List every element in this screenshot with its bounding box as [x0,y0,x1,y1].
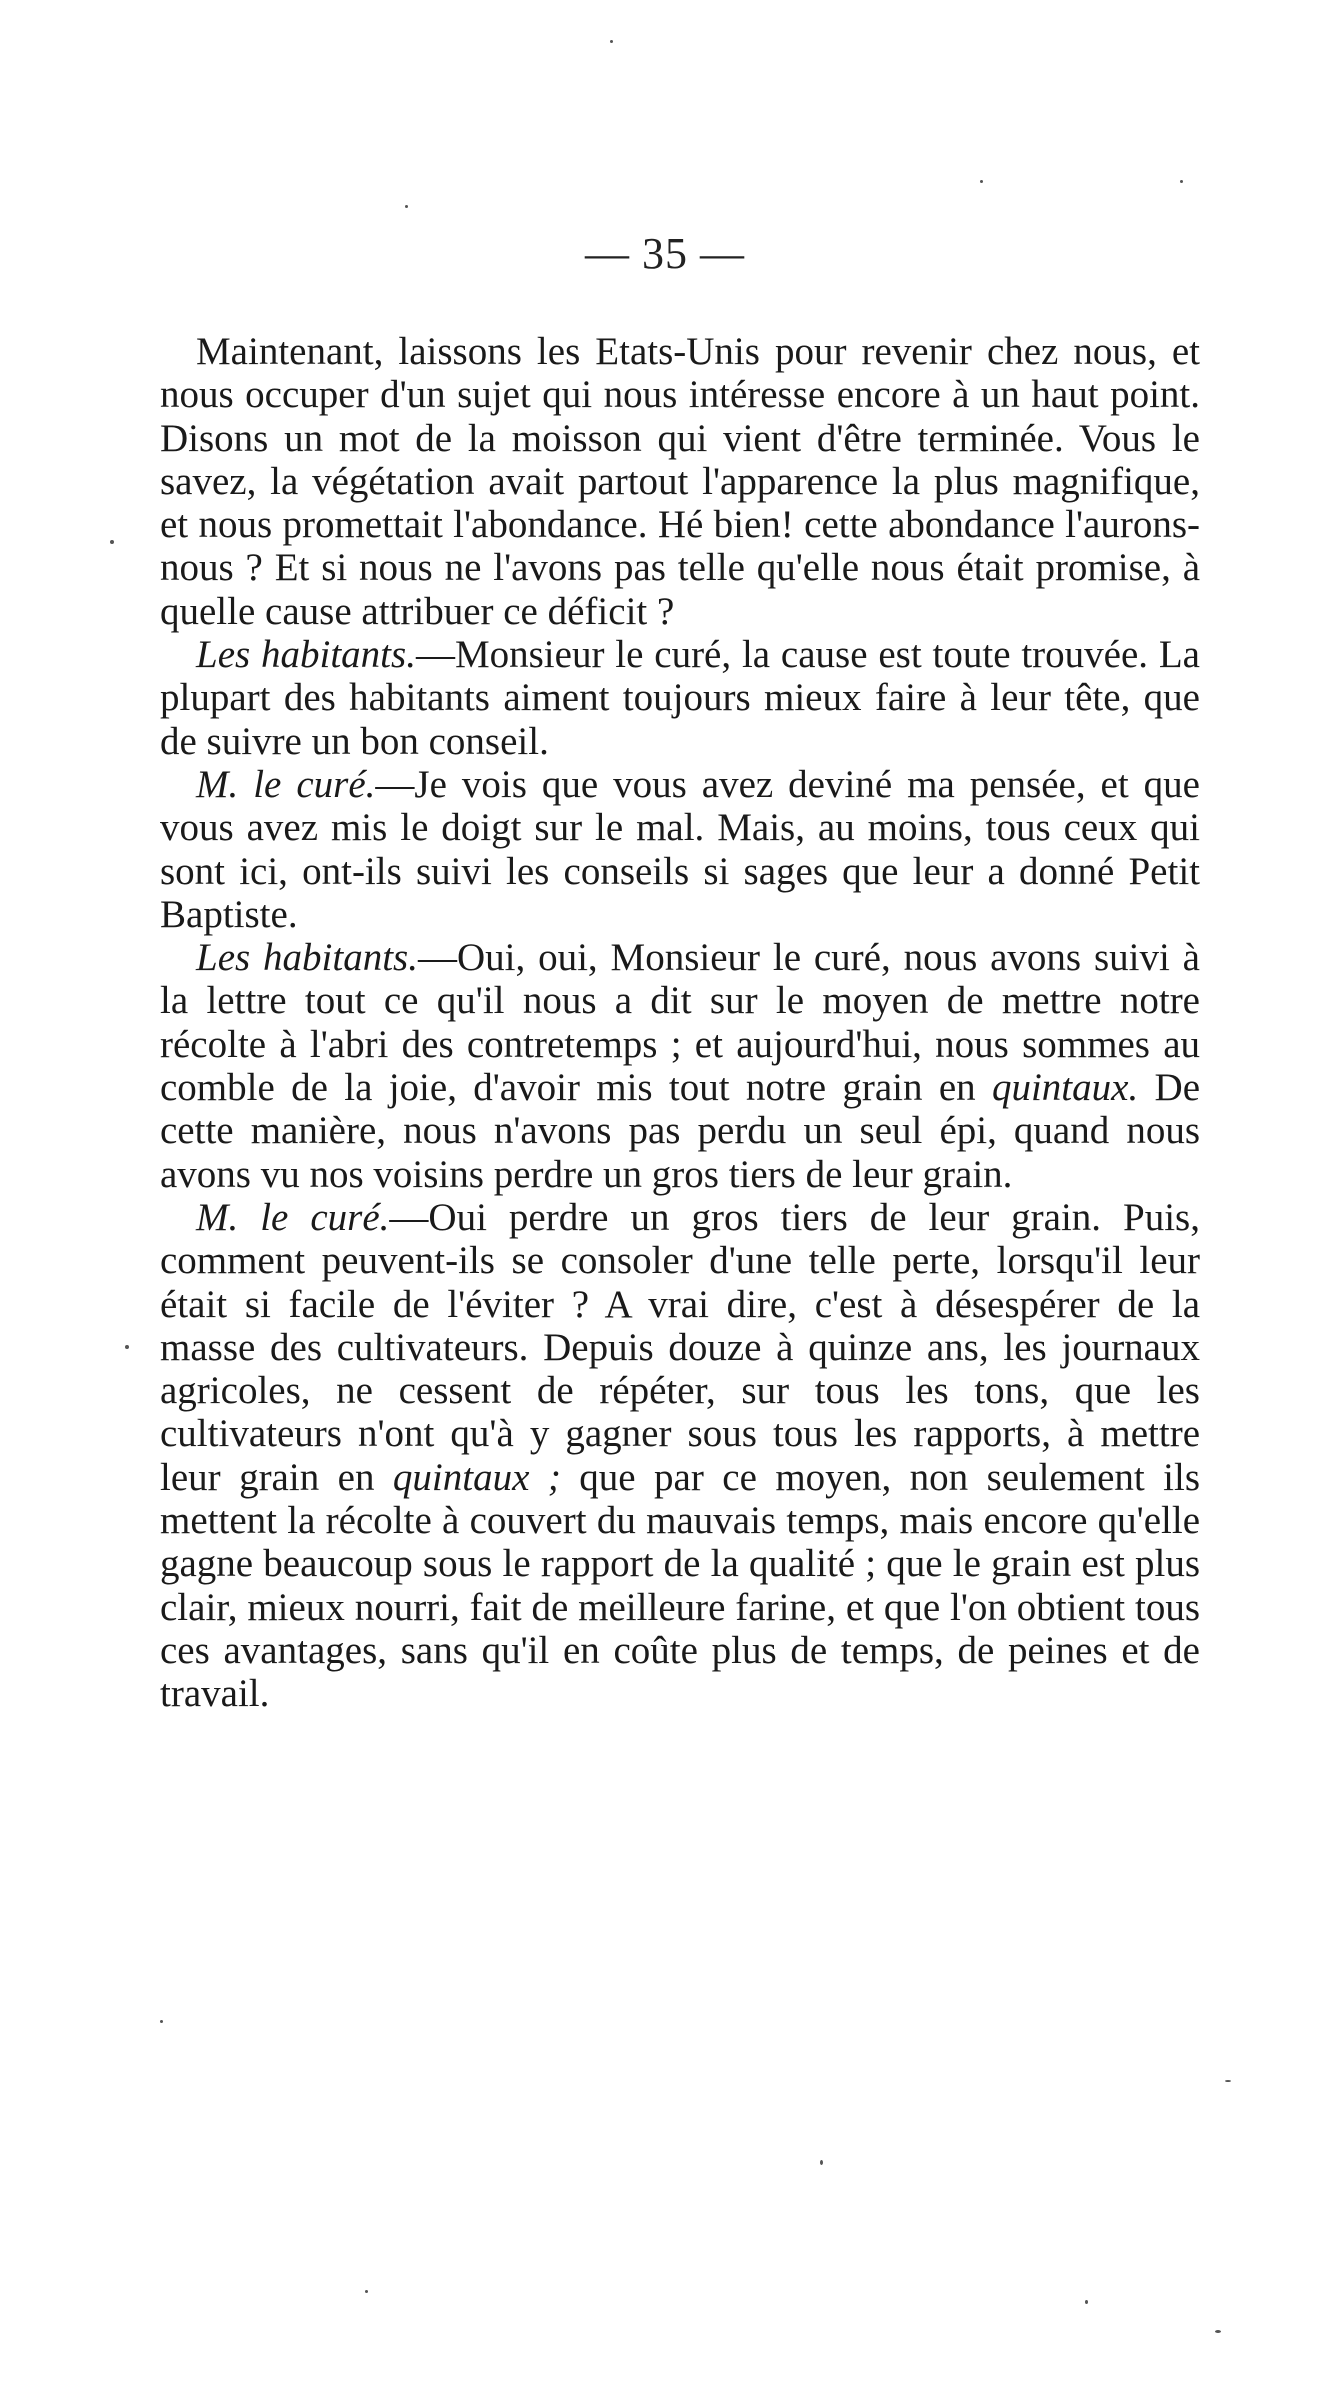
page-number: — 35 — [585,229,745,278]
paragraph-cure-1 [160,763,1200,936]
paragraph-text: —Oui, oui, Monsieur le curé, nous avons suivi à la lettre tout ce qu'il nous a dit sur le moyen de mettre notre récolte à l'abri des contretemps ; et aujourd'hui, nous sommes au comble de la joie, d'avoir mis tout notre grain en [160,936,1200,1110]
scan-speck [110,540,114,544]
paragraph-intro [160,330,1200,633]
paragraph-text: —Je vois que vous avez deviné ma pensée, et que vous avez mis le doigt sur le mal. Mais, au moins, tous ceux qui sont ici, ont-ils suivi les conseils si sages que leur a donné Petit Baptiste. [160,762,1200,936]
scan-speck [1215,2330,1221,2333]
speaker-label: M. le curé. [196,762,376,806]
speaker-label: Les habitants. [196,936,418,980]
scan-speck [820,2160,823,2165]
paragraph-habitants-2 [160,936,1200,1196]
scan-speck [1085,2300,1088,2304]
paragraph-text: —Oui perdre un gros tiers de leur grain. Puis, comment peuvent-ils se consoler d'une telle perte, lorsqu'il leur était si facile de l'éviter ? A vrai dire, c'est à désespérer de la masse des cultivateurs. Depuis douze à quinze ans, les journaux agricoles, ne cessent de répéter, sur tous les tons, que les cultivateurs n'ont qu'à y gagner sous tous les rapports, à mettre leur grain en [160,1195,1200,1499]
paragraph-text: —Monsieur le curé, la cause est toute trouvée. La plupart des habitants aiment toujours mieux faire à leur tête, que de suivre un bon conseil. [160,633,1200,763]
scan-speck [125,1345,129,1349]
scan-speck [405,205,408,208]
paragraph-text-continued: De cette manière, nous n'avons pas perdu un seul épi, quand nous avons vu nos voisins perdre un gros tiers de leur grain. [160,1066,1201,1196]
scan-speck [610,40,613,43]
paragraph-habitants-1 [160,633,1200,763]
paragraph-text-continued: que par ce moyen, non seulement ils mettent la récolte à couvert du mauvais temps, mais encore qu'elle gagne beaucoup sous le rapport de la qualité ; que le grain est plus clair, mieux nourri, fait de meilleure farine, et que l'on obtient tous ces avantages, sans qu'il en coûte plus de temps, de peines et de travail. [160,1455,1201,1716]
body-text [160,330,1200,1716]
scan-speck [365,2290,368,2293]
scan-speck [1180,180,1183,183]
scan-speck [980,180,983,183]
italic-term: quintaux ; [392,1455,561,1499]
speaker-label: M. le curé. [196,1195,390,1239]
scan-speck [1225,2080,1231,2082]
italic-term: quintaux. [991,1066,1139,1110]
paragraph-cure-2 [160,1196,1200,1716]
scan-speck [160,2020,163,2023]
speaker-label: Les habitants. [196,633,416,677]
paragraph-text: Maintenant, laissons les Etats-Unis pour revenir chez nous, et nous occuper d'un sujet qui nous intéresse encore à un haut point. Disons un mot de la moisson qui vient d'être terminée. Vous le savez, la végétation avait partout l'apparence la plus magnifique, et nous promettait l'abondance. Hé bien! cette abondance l'aurons-nous ? Et si nous ne l'avons pas telle qu'elle nous était promise, à quelle cause attribuer ce déficit ? [160,330,1200,633]
